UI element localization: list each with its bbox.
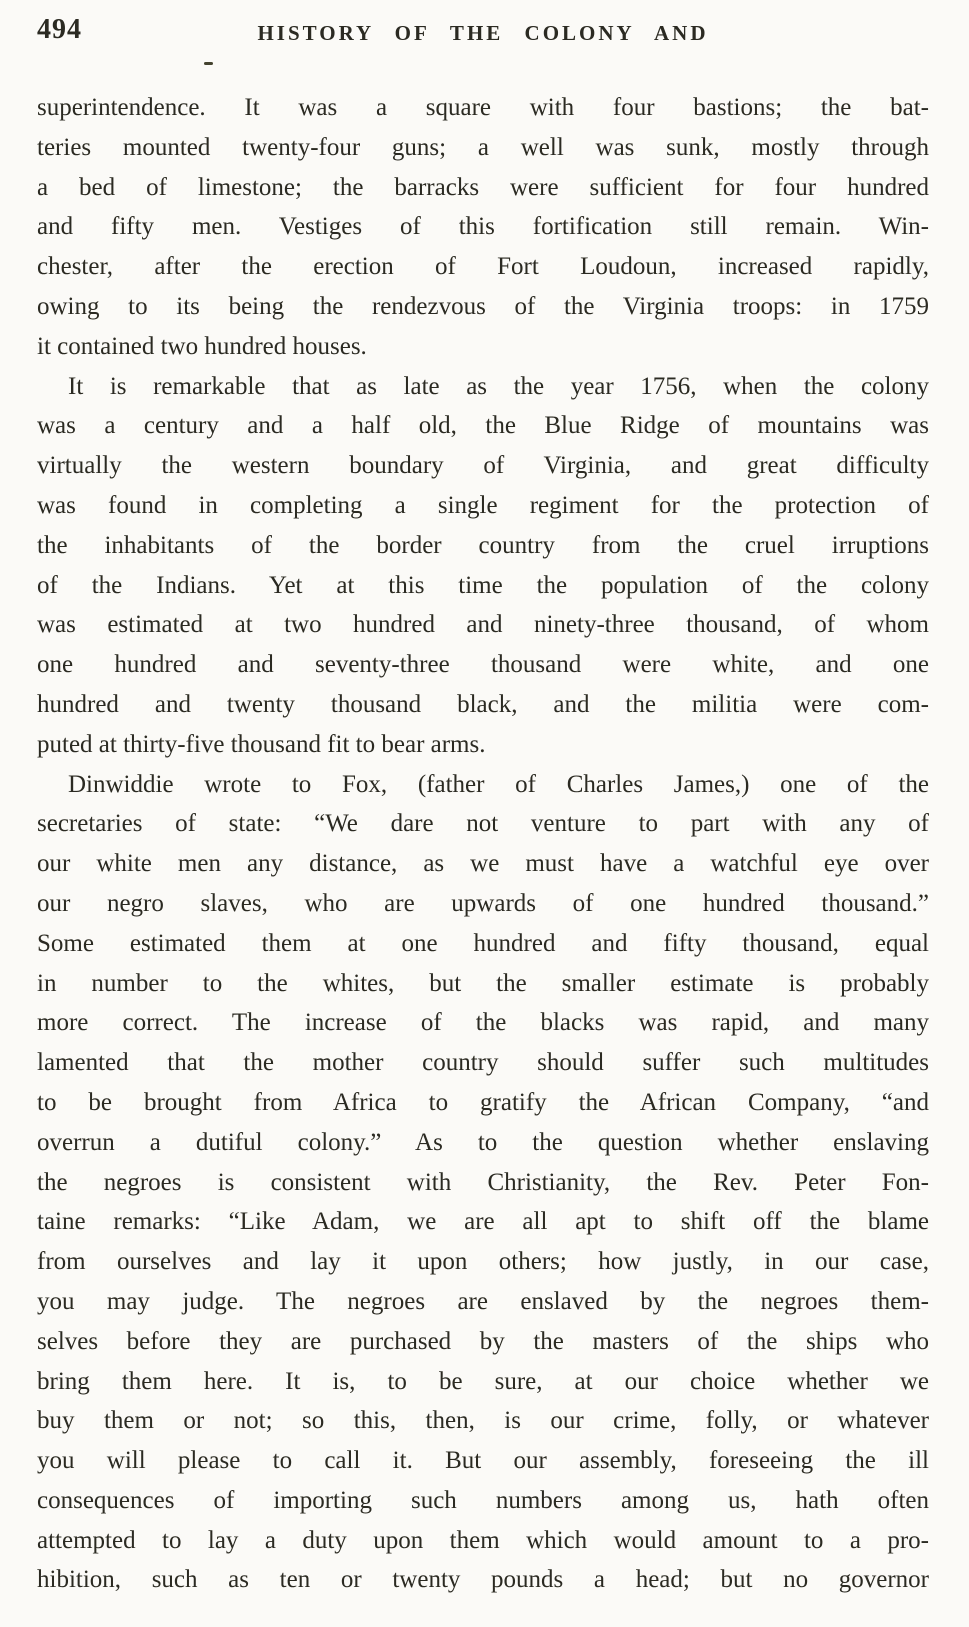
text-line: the negroes is consistent with Christianity, the Rev. Peter Fon- xyxy=(37,1168,929,1196)
text-line: owing to its being the rendezvous of the Virginia troops: in 1759 xyxy=(37,292,929,320)
text-line: to be brought from Africa to gratify the African Company, “and xyxy=(37,1088,929,1116)
text-line: and fifty men. Vestiges of this fortification still remain. Win- xyxy=(37,213,929,241)
text-line: in number to the whites, but the smaller estimate is probably xyxy=(37,969,929,997)
text-line: selves before they are purchased by the masters of the ships who xyxy=(37,1327,929,1355)
text-line: our negro slaves, who are upwards of one hundred thousand.” xyxy=(37,889,929,917)
text-line: secretaries of state: “We dare not venture to part with any of xyxy=(37,810,929,838)
text-line: was estimated at two hundred and ninety-three thousand, of whom xyxy=(37,611,929,639)
text-line: the inhabitants of the border country from the cruel irruptions xyxy=(37,531,929,559)
text-line: a bed of limestone; the barracks were sufficient for four hundred xyxy=(37,173,929,201)
text-line: lamented that the mother country should suffer such multitudes xyxy=(37,1049,929,1077)
page-body xyxy=(37,88,929,1600)
text-line: was found in completing a single regiment for the protection of xyxy=(37,491,929,519)
text-line: superintendence. It was a square with four bastions; the bat- xyxy=(37,94,929,121)
text-line: puted at thirty-five thousand fit to bear arms. xyxy=(37,730,486,758)
text-line: it contained two hundred houses. xyxy=(37,332,367,360)
text-line: taine remarks: “Like Adam, we are all apt to shift off the blame xyxy=(37,1208,929,1236)
text-line: from ourselves and lay it upon others; how justly, in our case, xyxy=(37,1248,929,1276)
paragraph xyxy=(37,765,929,1601)
text-line: more correct. The increase of the blacks was rapid, and many xyxy=(37,1009,929,1037)
paragraph xyxy=(37,88,929,367)
text-line: you will please to call it. But our assembly, foreseeing the ill xyxy=(37,1447,929,1475)
text-line: you may judge. The negroes are enslaved by the negroes them- xyxy=(37,1287,929,1315)
text-line: was a century and a half old, the Blue Ridge of mountains was xyxy=(37,412,929,440)
text-line: attempted to lay a duty upon them which would amount to a pro- xyxy=(37,1526,929,1554)
page-number: 494 xyxy=(37,14,82,45)
text-line: teries mounted twenty-four guns; a well was sunk, mostly through xyxy=(37,133,929,161)
text-line: overrun a dutiful colony.” As to the question whether enslaving xyxy=(37,1128,929,1156)
text-line: virtually the western boundary of Virginia, and great difficulty xyxy=(37,452,929,480)
text-line: consequences of importing such numbers among us, hath often xyxy=(37,1486,929,1514)
text-line: one hundred and seventy-three thousand were white, and one xyxy=(37,651,929,679)
text-line: Dinwiddie wrote to Fox, (father of Charles James,) one of the xyxy=(68,770,929,798)
text-line: hundred and twenty thousand black, and the militia were com- xyxy=(37,690,929,718)
text-line: bring them here. It is, to be sure, at our choice whether we xyxy=(37,1367,929,1395)
paragraph xyxy=(37,367,929,765)
text-line: our white men any distance, as we must have a watchful eye over xyxy=(37,850,929,878)
text-line: Some estimated them at one hundred and fifty thousand, equal xyxy=(37,929,929,957)
text-line: chester, after the erection of Fort Loudoun, increased rapidly, xyxy=(37,253,929,281)
text-line: buy them or not; so this, then, is our crime, folly, or whatever xyxy=(37,1407,929,1435)
text-line: of the Indians. Yet at this time the population of the colony xyxy=(37,571,929,599)
running-header-title: HISTORY OF THE COLONY AND xyxy=(257,21,709,45)
running-head xyxy=(37,14,929,62)
text-line: hibition, such as ten or twenty pounds a head; but no governor xyxy=(37,1566,929,1594)
text-line: It is remarkable that as late as the year 1756, when the colony xyxy=(68,372,929,400)
scan-artifact-mark xyxy=(204,62,213,65)
